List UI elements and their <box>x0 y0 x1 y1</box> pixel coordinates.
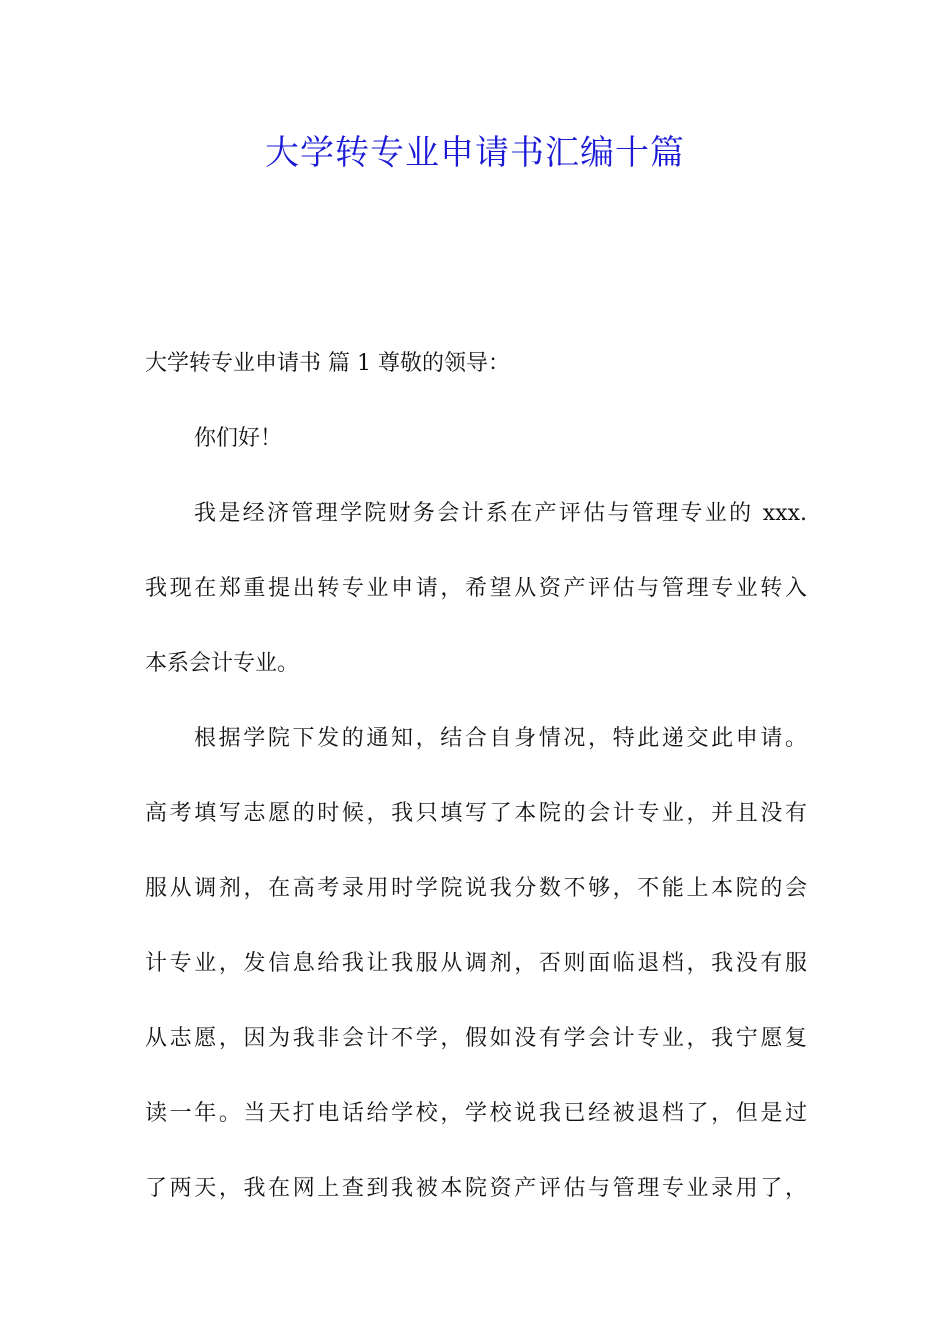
body-line: 我现在郑重提出转专业申请，希望从资产评估与管理专业转入 <box>145 576 807 601</box>
document-body <box>145 339 807 1239</box>
document-title: 大学转专业申请书汇编十篇 <box>265 133 685 173</box>
body-line: 本系会计专业。 <box>145 651 300 676</box>
body-line-heading: 大学转专业申请书 篇 1 尊敬的领导： <box>145 351 510 376</box>
body-line-greeting: 你们好！ <box>194 426 283 451</box>
body-line: 从志愿，因为我非会计不学，假如没有学会计专业，我宁愿复 <box>145 1026 807 1051</box>
body-line: 计专业，发信息给我让我服从调剂，否则面临退档，我没有服 <box>145 951 807 976</box>
body-line: 了两天，我在网上查到我被本院资产评估与管理专业录用了， <box>145 1176 807 1201</box>
body-line: 服从调剂，在高考录用时学院说我分数不够，不能上本院的会 <box>145 876 807 901</box>
body-line: 高考填写志愿的时候，我只填写了本院的会计专业，并且没有 <box>145 801 807 826</box>
body-line: 读一年。当天打电话给学校，学校说我已经被退档了，但是过 <box>145 1101 807 1126</box>
body-line: 根据学院下发的通知，结合自身情况，特此递交此申请。 <box>194 726 807 751</box>
body-line: 我是经济管理学院财务会计系在产评估与管理专业的 xxx. <box>194 501 807 526</box>
